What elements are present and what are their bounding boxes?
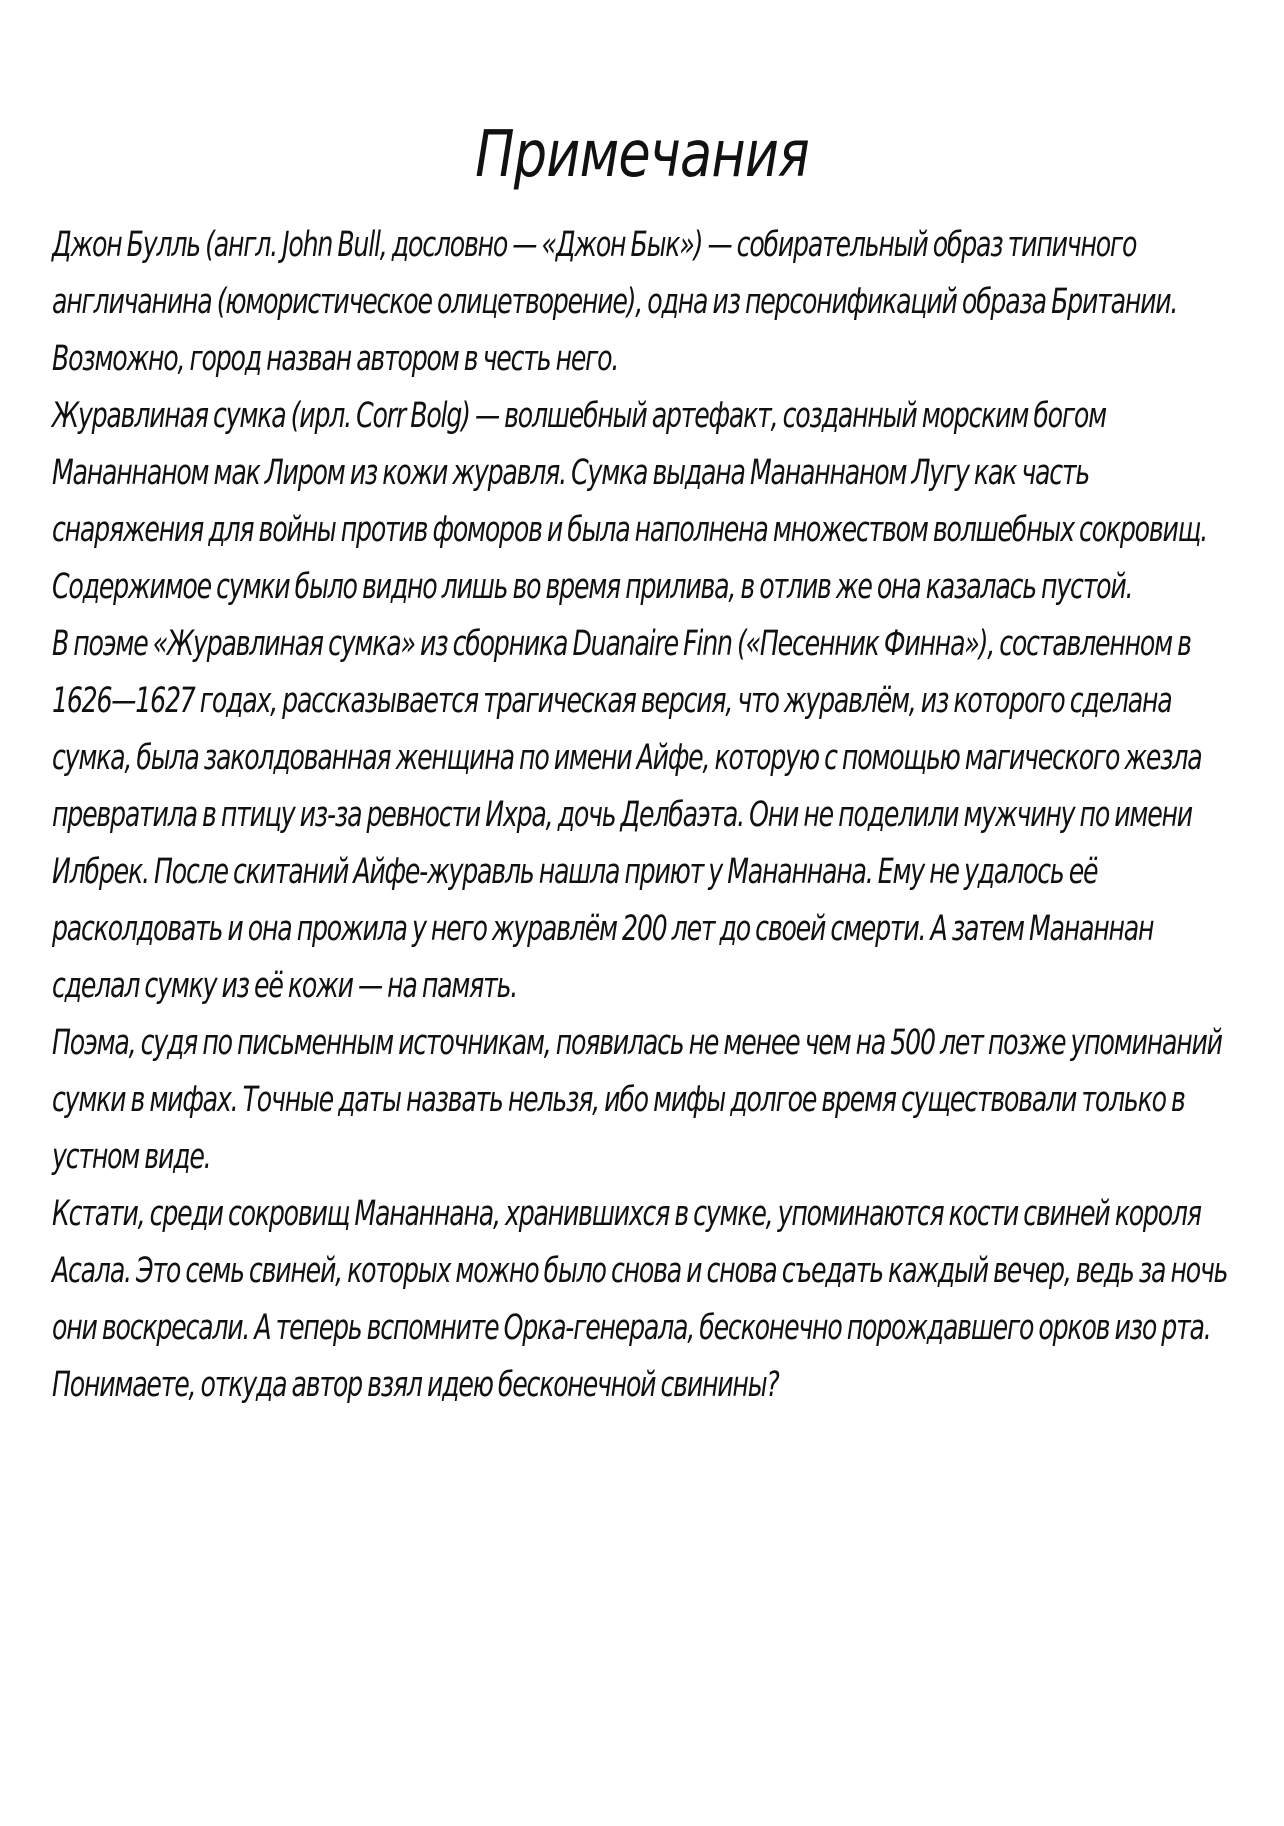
note-paragraph-poem: В поэме «Журавлиная сумка» из сборника Duanaire Finn («Песенник Финна»), составленном в 1626—1627 годах, рассказывается трагическая версия, что журавлём, из которого сделана сумка, была заколдованная женщина по имени Айфе, которую с помощью магического жезла превратила в птицу из-за ревности Ихра, дочь Делбаэта. Они не поделили мужчину по имени Илбрек. После скитаний Айфе-журавль нашла приют у Мананнана. Ему не удалось её расколдовать и она прожила у него журавлём 200 лет до своей смерти. А затем Мананнан сделал сумку из её кожи — на память. bbox=[52, 624, 1202, 1006]
note-paragraph-crane-bag: Журавлиная сумка (ирл. Corr Bolg) — волшебный артефакт, созданный морским богом Мананнаном мак Лиром из кожи журавля. Сумка выдана Мананнаном Лугу как часть снаряжения для войны против фоморов и была наполнена множеством волшебных сокровищ. Содержимое сумки было видно лишь во время прилива, в отлив же она казалась пустой. bbox=[52, 396, 1208, 607]
notes-body bbox=[52, 217, 1232, 1414]
page-title: Примечания bbox=[475, 118, 809, 192]
note-paragraph-john-bull: Джон Булль (англ. John Bull, дословно — «Джон Бык») — собирательный образ типичного англичанина (юмористическое олицетворение), одна из персонификаций образа Британии. Возможно, город назван автором в честь него. bbox=[52, 225, 1178, 379]
note-paragraph-poem-dating: Поэма, судя по письменным источникам, появилась не менее чем на 500 лет позже упоминаний сумки в мифах. Точные даты назвать нельзя, ибо мифы долгое время существовали только в устном виде. bbox=[52, 1023, 1222, 1177]
note-paragraph-asal-pigs: Кстати, среди сокровищ Мананнана, хранившихся в сумке, упоминаются кости свиней короля Асала. Это семь свиней, которых можно было снова и снова съедать каждый вечер, ведь за ночь они воскресали. А теперь вспомните Орка-генерала, бесконечно порождавшего орков изо рта. Понимаете, откуда автор взял идею бесконечной свинины? bbox=[52, 1194, 1228, 1405]
